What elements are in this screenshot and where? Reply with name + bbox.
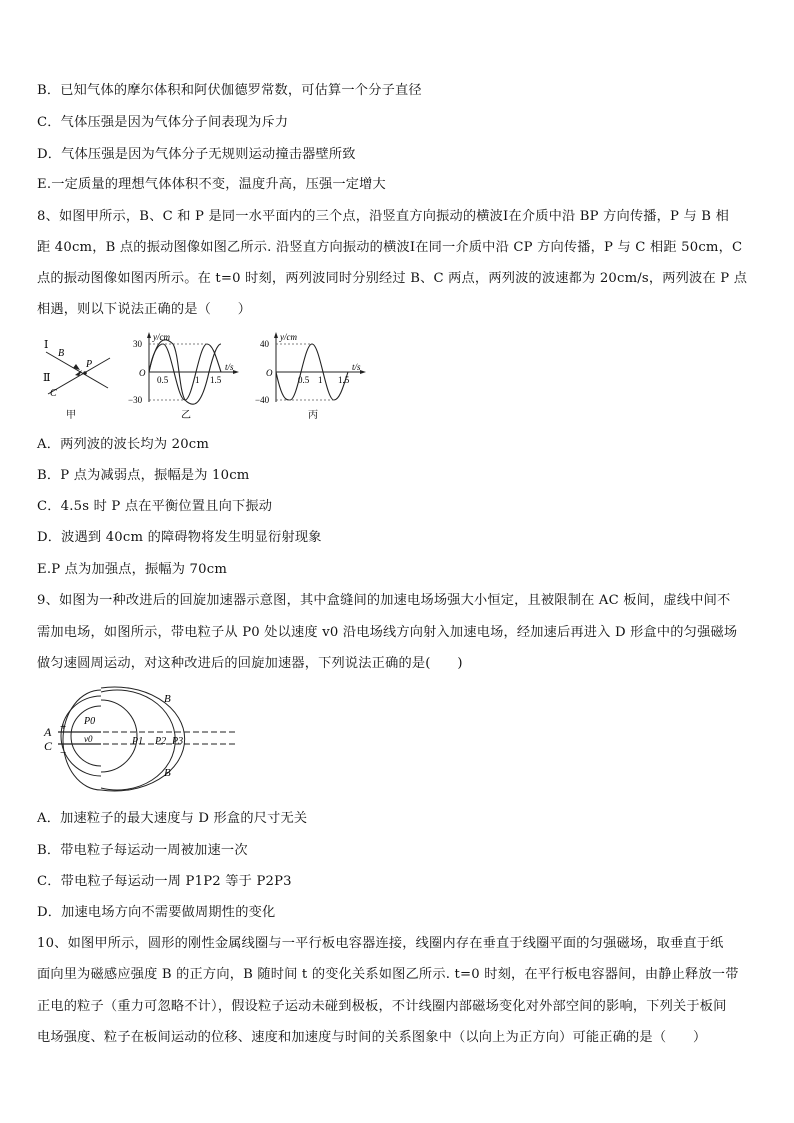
- q8-figure-yi: [127, 330, 247, 424]
- q8-figure-jia: [38, 334, 118, 424]
- bing-ylabel: y/cm: [280, 332, 297, 342]
- yi-tick-0-5: 0.5: [157, 375, 169, 385]
- point-p-label: P: [86, 359, 93, 370]
- q10-stem-line-1: 10、如图甲所示，圆形的刚性金属线圈与一平行板电容器连接，线圈内存在垂直于线圈平面的匀强磁场，取垂直于纸: [37, 936, 724, 951]
- figure-bing-caption: 丙: [308, 410, 318, 421]
- q9-cyclotron-figure: [38, 686, 248, 794]
- figure-yi-caption: 乙: [181, 410, 191, 421]
- p1-label: P1: [132, 736, 144, 747]
- yi-tick-1-5: 1.5: [210, 375, 222, 385]
- plus-sign: +: [60, 721, 67, 733]
- wave-i-label: Ⅰ: [44, 339, 49, 351]
- q8-stem-line-4: 相遇，则以下说法正确的是（ ）: [37, 302, 252, 317]
- q7-option-e: E.一定质量的理想气体体积不变，温度升高，压强一定增大: [37, 177, 386, 192]
- yi-ymin: −30: [128, 395, 143, 405]
- q9-stem-line-1: 9、如图为一种改进后的回旋加速器示意图，其中盒缝间的加速电场场强大小恒定，且被限制在 AC 板间，虚线中间不: [37, 593, 731, 608]
- bing-ymax: 40: [260, 339, 269, 349]
- q10-stem-line-4: 电场强度、粒子在板间运动的位移、速度和加速度与时间的关系图象中（以向上为正方向）可能正确的是（ ）: [37, 1030, 707, 1045]
- p2-label: P2: [155, 736, 167, 747]
- plate-a-label: A: [44, 725, 52, 739]
- wave-ii-label: Ⅱ: [43, 372, 51, 384]
- minus-sign: −: [60, 747, 67, 759]
- bing-tick-1: 1: [318, 375, 323, 385]
- q9-option-a: A．加速粒子的最大速度与 D 形盒的尺寸无关: [37, 811, 308, 826]
- q9-option-d: D．加速电场方向不需要做周期性的变化: [37, 905, 276, 920]
- b-bottom-label: B: [164, 767, 171, 779]
- q8-stem-line-3: 点的振动图像如图丙所示。在 t=0 时刻，两列波同时分别经过 B、C 两点，两列波的波速都为 20cm/s，两列波在 P 点: [37, 271, 748, 286]
- q7-option-d: D．气体压强是因为气体分子无规则运动撞击器壁所致: [37, 147, 356, 162]
- q8-option-e: E.P 点为加强点，振幅为 70cm: [37, 562, 228, 577]
- yi-ymax: 30: [133, 339, 142, 349]
- bing-tick-1-5: 1.5: [338, 375, 350, 385]
- p0-label: P0: [84, 716, 96, 727]
- yi-origin: O: [139, 368, 146, 378]
- q7-option-b: B．已知气体的摩尔体积和阿伏伽德罗常数，可估算一个分子直径: [37, 83, 422, 98]
- q8-option-c: C．4.5s 时 P 点在平衡位置且向下振动: [37, 499, 273, 514]
- plate-c-label: C: [44, 739, 53, 753]
- q8-stem-line-2: 距 40cm，B 点的振动图像如图乙所示. 沿竖直方向振动的横波Ⅰ在同一介质中沿 CP 方向传播，P 与 C 相距 50cm，C: [37, 240, 743, 255]
- bing-ymin: −40: [255, 395, 270, 405]
- point-c-label: C: [50, 388, 57, 399]
- p3-label: P3: [172, 736, 184, 747]
- q9-stem-line-2: 需加电场，如图所示，带电粒子从 P0 处以速度 v0 沿电场线方向射入加速电场，经加速后再进入 D 形盒中的匀强磁场: [37, 625, 738, 640]
- b-top-label: B: [164, 693, 171, 705]
- bing-tick-0-5: 0.5: [298, 375, 310, 385]
- point-b-label: B: [58, 348, 65, 359]
- q9-option-c: C．带电粒子每运动一周 P1P2 等于 P2P3: [37, 874, 292, 889]
- q8-figure-bing: [254, 330, 374, 424]
- q10-stem-line-2: 面向里为磁感应强度 B 的正方向，B 随时间 t 的变化关系如图乙所示. t=0 时刻，在平行板电容器间，由静止释放一带: [37, 967, 739, 982]
- bing-origin: O: [266, 368, 273, 378]
- q9-option-b: B．带电粒子每运动一周被加速一次: [37, 843, 248, 858]
- q8-option-a: A．两列波的波长均为 20cm: [37, 437, 210, 452]
- bing-xlabel: t/s: [352, 362, 361, 372]
- yi-xlabel: t/s: [225, 362, 234, 372]
- figure-jia-caption: 甲: [66, 410, 76, 421]
- q7-option-c: C．气体压强是因为气体分子间表现为斥力: [37, 115, 289, 130]
- q10-stem-line-3: 正电的粒子（重力可忽略不计），假设粒子运动未碰到极板，不计线圈内部磁场变化对外部空间的影响，下列关于板间: [37, 999, 727, 1014]
- q8-option-b: B．P 点为减弱点，振幅是为 10cm: [37, 468, 250, 483]
- yi-ylabel: y/cm: [153, 332, 170, 342]
- q8-stem-line-1: 8、如图甲所示，B、C 和 P 是同一水平面内的三个点，沿竖直方向振动的横波Ⅰ在介质中沿 BP 方向传播，P 与 B 相: [37, 209, 729, 224]
- q9-stem-line-3: 做匀速圆周运动，对这种改进后的回旋加速器，下列说法正确的是( ): [37, 656, 463, 671]
- v0-label: v0: [84, 734, 93, 744]
- q8-option-d: D．波遇到 40cm 的障碍物将发生明显衍射现象: [37, 530, 322, 545]
- yi-tick-1: 1: [195, 375, 200, 385]
